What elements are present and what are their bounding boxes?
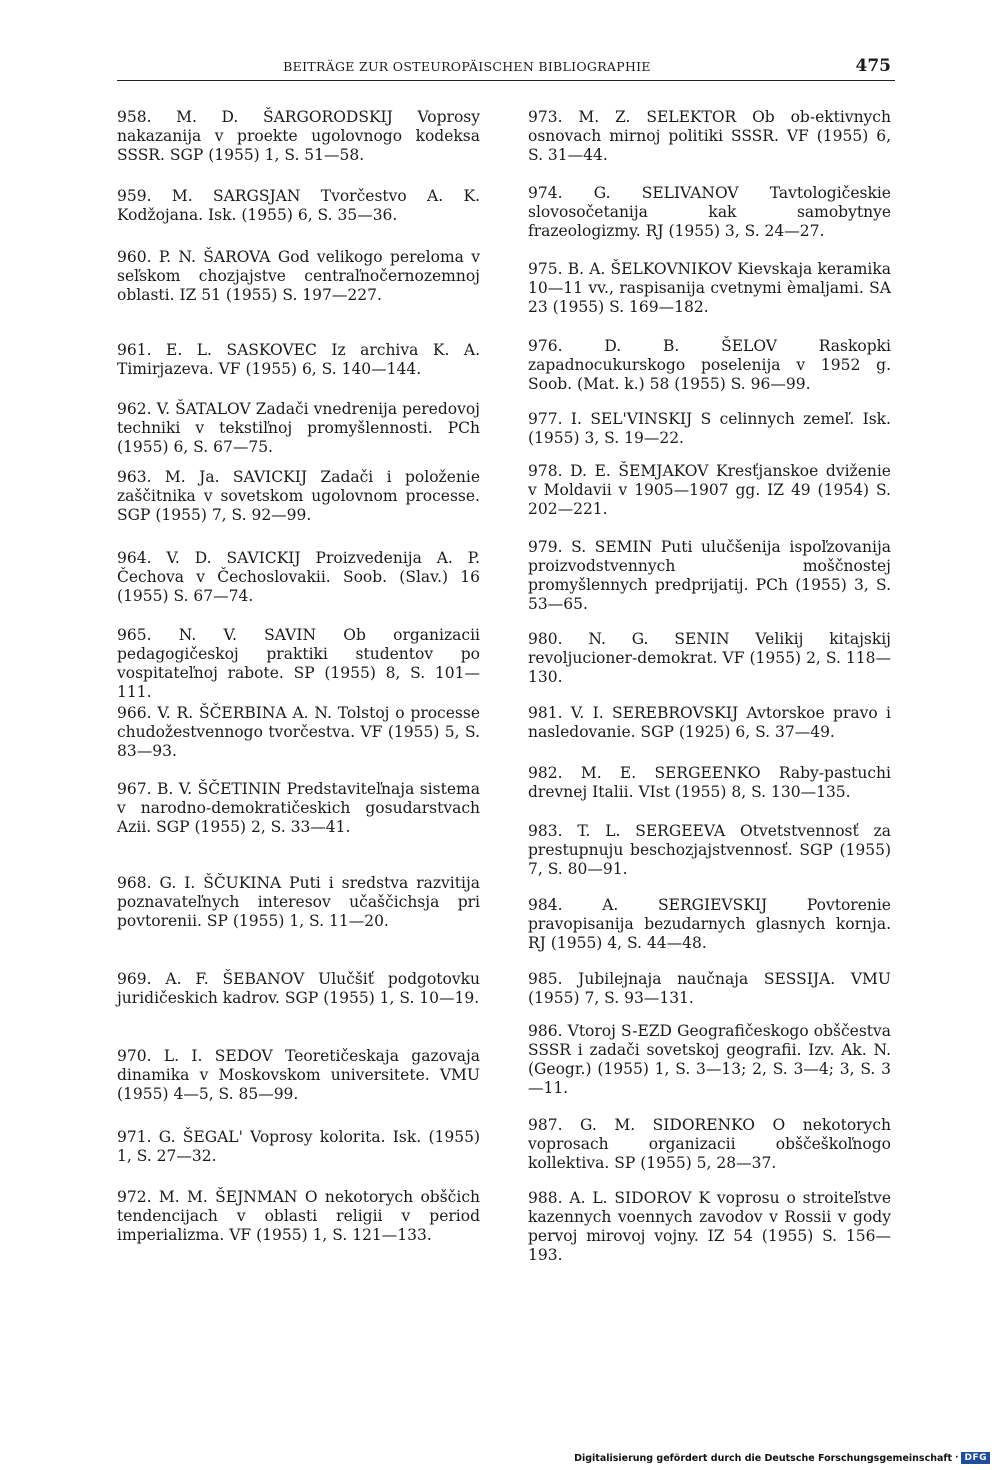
bib-entry: 981. V. I. SEREBROVSKIJ Avtorskoe pravo i nasledovanie. SGP (1925) 6, S. 37—49. bbox=[528, 704, 891, 741]
bib-entry: 975. B. A. ŠELKOVNIKOV Kievskaja keramika 10—11 vv., raspisanija cvetnymi èmaljami. SA 23 (1955) S. 169—182. bbox=[528, 260, 891, 316]
header-rule bbox=[117, 80, 895, 81]
bib-entry: 988. A. L. SIDOROV K voprosu o stroiteľstve kazennych voennych zavodov v Rossii v gody pervoj mirovoj vojny. IZ 54 (1955) S. 156—193. bbox=[528, 1189, 891, 1264]
bib-entry: 961. E. L. SASKOVEC Iz archiva K. A. Timirjazeva. VF (1955) 6, S. 140—144. bbox=[117, 341, 480, 378]
bib-entry: 974. G. SELIVANOV Tavtologičeskie slovosočetanija kak samobytnye frazeologizmy. RJ (1955) 3, S. 24—27. bbox=[528, 184, 891, 240]
separator-dot: · bbox=[955, 1453, 959, 1463]
bib-entry: 969. A. F. ŠEBANOV Ulučšiť podgotovku juridičeskich kadrov. SGP (1955) 1, S. 10—19. bbox=[117, 970, 480, 1007]
bib-entry: 979. S. SEMIN Puti ulučšenija ispoľzovanija proizvodstvennych moščnostej promyšlennych predprijatij. PCh (1955) 3, S. 53—65. bbox=[528, 538, 891, 613]
bib-entry: 963. M. Ja. SAVICKIJ Zadači i položenie zaščitnika v sovetskom ugolovnom processe. SGP (1955) 7, S. 92—99. bbox=[117, 468, 480, 524]
running-title: BEITRÄGE ZUR OSTEUROPÄISCHEN BIBLIOGRAPHIE bbox=[283, 59, 651, 74]
bib-entry: 972. M. M. ŠEJNMAN O nekotorych obščich tendencijach v oblasti religii v period imperializma. VF (1955) 1, S. 121—133. bbox=[117, 1188, 480, 1244]
bib-entry: 987. G. M. SIDORENKO O nekotorych voprosach organizacii obščeškoľnogo kollektiva. SP (1955) 5, 28—37. bbox=[528, 1116, 891, 1172]
bib-entry: 958. M. D. ŠARGORODSKIJ Voprosy nakazanija v proekte ugolovnogo kodeksa SSSR. SGP (1955) 1, S. 51—58. bbox=[117, 108, 480, 164]
digitization-credit bbox=[574, 1452, 990, 1464]
bib-entry: 978. D. E. ŠEMJAKOV Kresťjanskoe dviženie v Moldavii v 1905—1907 gg. IZ 49 (1954) S. 202—221. bbox=[528, 462, 891, 518]
bib-entry: 967. B. V. ŠČETININ Predstaviteľnaja sistema v narodno-demokratičeskich gosudarstvach Azii. SGP (1955) 2, S. 33—41. bbox=[117, 780, 480, 836]
bib-entry: 973. M. Z. SELEKTOR Ob ob-ektivnych osnovach mirnoj politiki SSSR. VF (1955) 6, S. 31—44. bbox=[528, 108, 891, 164]
bib-entry: 968. G. I. ŠČUKINA Puti i sredstva razvitija poznavateľnych interesov učaščichsja pri povtorenii. SP (1955) 1, S. 11—20. bbox=[117, 874, 480, 930]
bib-entry: 980. N. G. SENIN Velikij kitajskij revoljucioner-demokrat. VF (1955) 2, S. 118—130. bbox=[528, 630, 891, 686]
bib-entry: 964. V. D. SAVICKIJ Proizvedenija A. P. Čechova v Čechoslovakii. Soob. (Slav.) 16 (1955) S. 67—74. bbox=[117, 549, 480, 605]
bib-entry: 970. L. I. SEDOV Teoretičeskaja gazovaja dinamika v Moskovskom universitete. VMU (1955) 4—5, S. 85—99. bbox=[117, 1047, 480, 1103]
bib-entry: 960. P. N. ŠAROVA God velikogo pereloma v seľskom chozjajstve centraľnočernozemnoj oblasti. IZ 51 (1955) S. 197—227. bbox=[117, 248, 480, 304]
dfg-logo: DFG bbox=[961, 1452, 990, 1464]
page-header bbox=[117, 56, 895, 82]
bib-entry: 984. A. SERGIEVSKIJ Povtorenie pravopisanija bezudarnych glasnych kornja. RJ (1955) 4, S. 44—48. bbox=[528, 896, 891, 952]
credit-text: Digitalisierung gefördert durch die Deutsche Forschungsgemeinschaft bbox=[574, 1452, 953, 1464]
bib-entry: 982. M. E. SERGEENKO Raby-pastuchi drevnej Italii. VIst (1955) 8, S. 130—135. bbox=[528, 764, 891, 801]
bib-entry: 977. I. SEL'VINSKIJ S celinnych zemeľ. Isk. (1955) 3, S. 19—22. bbox=[528, 410, 891, 447]
bib-entry: 959. M. SARGSJAN Tvorčestvo A. K. Kodžojana. Isk. (1955) 6, S. 35—36. bbox=[117, 187, 480, 224]
page-number: 475 bbox=[855, 56, 891, 76]
bib-entry: 971. G. ŠEGAL' Voprosy kolorita. Isk. (1955) 1, S. 27—32. bbox=[117, 1128, 480, 1165]
bib-entry: 983. T. L. SERGEEVA Otvetstvennosť za prestupnuju beschozjajstvennosť. SGP (1955) 7, S. 80—91. bbox=[528, 822, 891, 878]
bib-entry: 985. Jubilejnaja naučnaja SESSIJA. VMU (1955) 7, S. 93—131. bbox=[528, 970, 891, 1007]
bib-entry: 962. V. ŠATALOV Zadači vnedrenija peredovoj techniki v tekstiľnoj promyšlennosti. PCh (1955) 6, S. 67—75. bbox=[117, 400, 480, 456]
bib-entry: 976. D. B. ŠELOV Raskopki zapadnocukurskogo poselenija v 1952 g. Soob. (Mat. k.) 58 (1955) S. 96—99. bbox=[528, 337, 891, 393]
bib-entry: 965. N. V. SAVIN Ob organizacii pedagogičeskoj praktiki studentov po vospitateľnoj rabote. SP (1955) 8, S. 101—111. bbox=[117, 626, 480, 701]
bib-entry: 966. V. R. ŠČERBINA A. N. Tolstoj o processe chudožestvennogo tvorčestva. VF (1955) 5, S. 83—93. bbox=[117, 704, 480, 760]
bib-entry: 986. Vtoroj S-EZD Geografičeskogo obščestva SSSR i zadači sovetskoj geografii. Izv. Ak. N. (Geogr.) (1955) 1, S. 3—13; 2, S. 3—4; 3, S. 3—11. bbox=[528, 1022, 891, 1097]
